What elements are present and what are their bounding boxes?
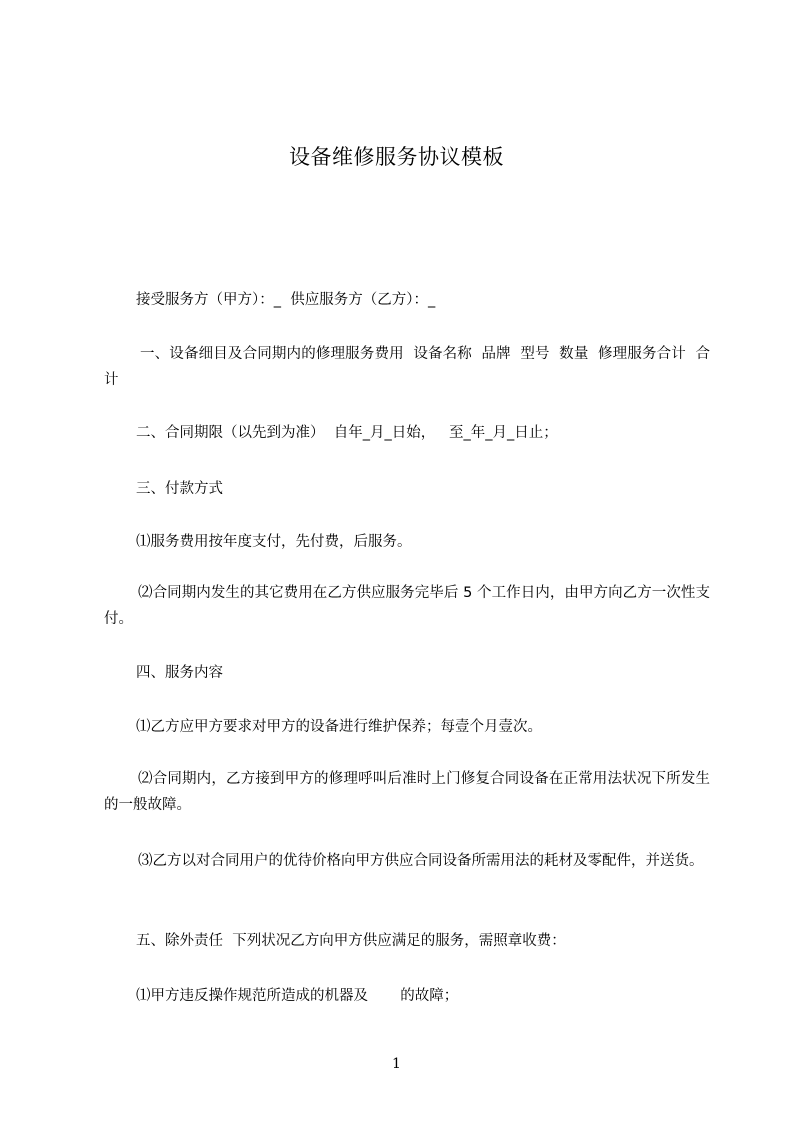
section-3-item-1: ⑴服务费用按年度支付，先付费，后服务。	[136, 534, 412, 550]
section-4-item-1: ⑴乙方应甲方要求对甲方的设备进行维护保养；每壹个月壹次。	[136, 719, 542, 735]
section-5-item-1: ⑴甲方违反操作规范所造成的机器及 的故障；	[136, 988, 459, 1004]
section-4-item-2: ⑵合同期内，乙方接到甲方的修理呼叫后准时上门修复合同设备在正常用法状况下所发生的一般故障。	[104, 771, 710, 813]
section-2-contract-term: 二、合同期限（以先到为准） 自年_月_日始， 至_年_月_日止；	[136, 425, 558, 441]
section-3-payment-method: 三、付款方式	[136, 481, 223, 497]
section-3-item-2: ⑵合同期内发生的其它费用在乙方供应服务完毕后 5 个工作日内，由甲方向乙方一次性支付。	[104, 585, 710, 627]
section-1-equipment-and-fees: 一、设备细目及合同期内的修理服务费用 设备名称 品牌 型号 数量 修理服务合计 合计	[104, 346, 710, 388]
section-5-exclusions: 五、除外责任 下列状况乙方向甲方供应满足的服务，需照章收费：	[136, 933, 566, 949]
document-title: 设备维修服务协议模板	[289, 145, 504, 169]
parties-line: 接受服务方（甲方）：_ 供应服务方（乙方）：_	[136, 292, 436, 308]
section-4-service-content: 四、服务内容	[136, 665, 223, 681]
section-4-item-3: ⑶乙方以对合同用户的优待价格向甲方供应合同设备所需用法的耗材及零配件，并送货。	[138, 853, 704, 869]
page-number: 1	[392, 1056, 401, 1072]
